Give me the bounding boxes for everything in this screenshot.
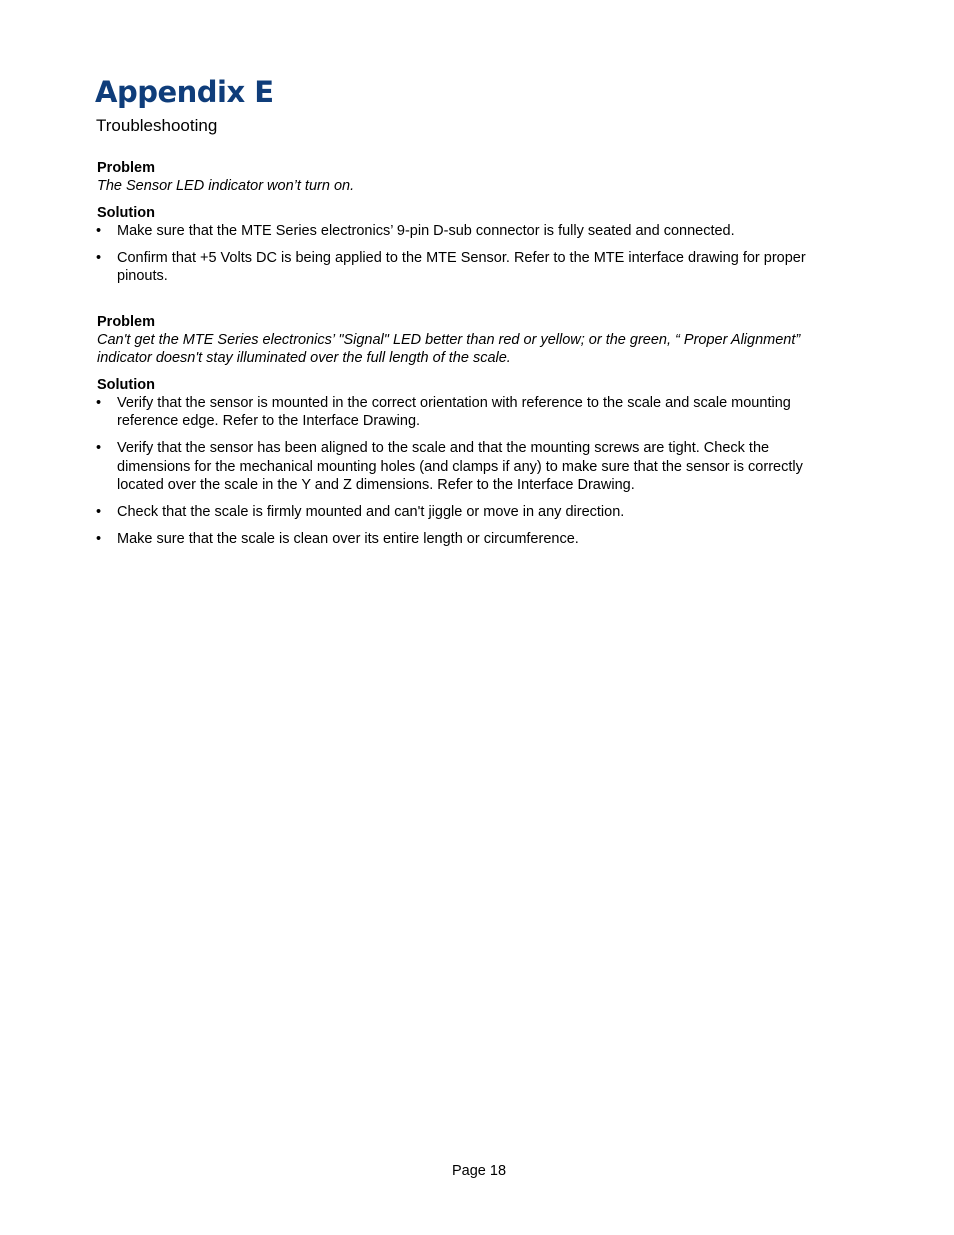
solution-item xyxy=(97,394,837,431)
bullet-icon: • xyxy=(96,394,102,411)
troubleshooting-section xyxy=(97,159,837,286)
solution-text: Confirm that +5 Volts DC is being applied to the MTE Sensor. Refer to the MTE interface drawing for proper pinouts. xyxy=(117,249,806,284)
solution-item xyxy=(97,249,837,286)
solution-item xyxy=(97,222,837,241)
page-number: Page 18 xyxy=(451,1163,507,1179)
solution-text: Make sure that the MTE Series electronics’ 9-pin D-sub connector is fully seated and connected. xyxy=(117,222,735,239)
problem-heading: Problem xyxy=(97,313,156,330)
solution-list xyxy=(97,394,837,549)
troubleshooting-section xyxy=(97,313,837,549)
problem-heading: Problem xyxy=(97,160,156,176)
solution-list xyxy=(97,222,837,286)
page-title: Appendix E xyxy=(95,75,274,109)
solution-item xyxy=(97,439,837,495)
solution-text: Verify that the sensor is mounted in the correct orientation with reference to the scale and scale mounting reference edge. Refer to the Interface Drawing. xyxy=(117,394,791,429)
bullet-icon: • xyxy=(96,440,102,456)
bullet-icon: • xyxy=(96,222,102,239)
solution-text: Verify that the sensor has been aligned to the scale and that the mounting screws are tight. Check the dimensions for the mechanical mounting holes (and clamps if any) to make sure that the sensor is correctly located over the scale in the Y and Z dimensions. Refer to the Interface Drawing. xyxy=(117,440,803,493)
solution-text: Make sure that the scale is clean over its entire length or circumference. xyxy=(117,531,579,547)
problem-description: The Sensor LED indicator won’t turn on. xyxy=(97,178,355,194)
solution-item xyxy=(97,530,837,549)
solution-text: Check that the scale is firmly mounted and can't jiggle or move in any direction. xyxy=(117,504,625,520)
page-subtitle: Troubleshooting xyxy=(96,116,218,135)
bullet-icon: • xyxy=(96,531,102,547)
problem-description: Can't get the MTE Series electronics’ "Signal" LED better than red or yellow; or the green, “ Proper Alignment” indicator doesn't stay illuminated over the full length of the scale. xyxy=(97,331,801,366)
bullet-icon: • xyxy=(96,249,102,266)
solution-heading: Solution xyxy=(97,204,155,221)
solution-item xyxy=(97,503,837,522)
document-body xyxy=(97,159,837,557)
bullet-icon: • xyxy=(96,504,102,520)
solution-heading: Solution xyxy=(97,376,155,393)
